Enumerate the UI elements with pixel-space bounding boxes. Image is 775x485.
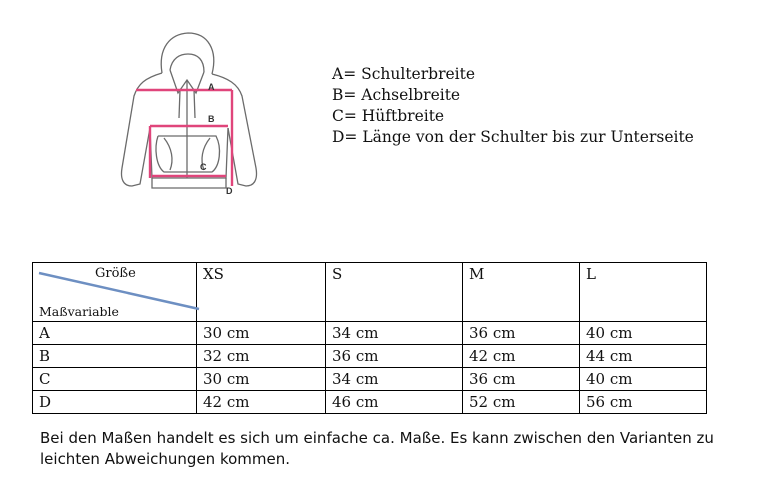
size-header-s: S	[326, 263, 463, 322]
hoodie-diagram	[100, 18, 280, 228]
table-cell: 44 cm	[580, 345, 707, 368]
table-row	[33, 345, 707, 368]
table-cell: 36 cm	[463, 368, 580, 391]
table-row	[33, 322, 707, 345]
legend-item-a: A= Schulterbreite	[332, 65, 476, 83]
table-cell: 40 cm	[580, 368, 707, 391]
hoodie-illustration	[100, 18, 280, 228]
table-cell: 52 cm	[463, 391, 580, 414]
table-cell: 34 cm	[326, 322, 463, 345]
size-header-m: M	[463, 263, 580, 322]
size-heading: Größe	[95, 266, 136, 281]
table-cell: 36 cm	[326, 345, 463, 368]
table-row	[33, 391, 707, 414]
table-cell: 30 cm	[197, 368, 326, 391]
table-cell: 36 cm	[463, 322, 580, 345]
label-a: A	[208, 82, 215, 92]
table-row	[33, 368, 707, 391]
row-label: C	[33, 368, 197, 391]
table-cell: 42 cm	[463, 345, 580, 368]
table-cell: 30 cm	[197, 322, 326, 345]
legend-item-c: C= Hüftbreite	[332, 107, 445, 125]
variable-heading: Maßvariable	[39, 304, 119, 319]
size-table	[32, 262, 707, 414]
corner-cell	[33, 263, 197, 322]
row-label: A	[33, 322, 197, 345]
table-cell: 56 cm	[580, 391, 707, 414]
label-b: B	[208, 114, 215, 124]
table-cell: 34 cm	[326, 368, 463, 391]
label-d: D	[226, 186, 233, 196]
table-cell: 32 cm	[197, 345, 326, 368]
size-header-l: L	[580, 263, 707, 322]
table-cell: 42 cm	[197, 391, 326, 414]
legend-item-b: B= Achselbreite	[332, 86, 461, 104]
measurement-legend	[332, 64, 694, 148]
row-label: B	[33, 345, 197, 368]
size-header-xs: XS	[197, 263, 326, 322]
table-cell: 46 cm	[326, 391, 463, 414]
disclaimer-note: Bei den Maßen handelt es sich um einfache ca. Maße. Es kann zwischen den Varianten zu leichten Abweichungen kommen.	[40, 429, 714, 468]
legend-item-d: D= Länge von der Schulter bis zur Unterseite	[332, 128, 694, 146]
table-cell: 40 cm	[580, 322, 707, 345]
row-label: D	[33, 391, 197, 414]
table-header-row	[33, 263, 707, 322]
label-c: C	[200, 162, 207, 172]
